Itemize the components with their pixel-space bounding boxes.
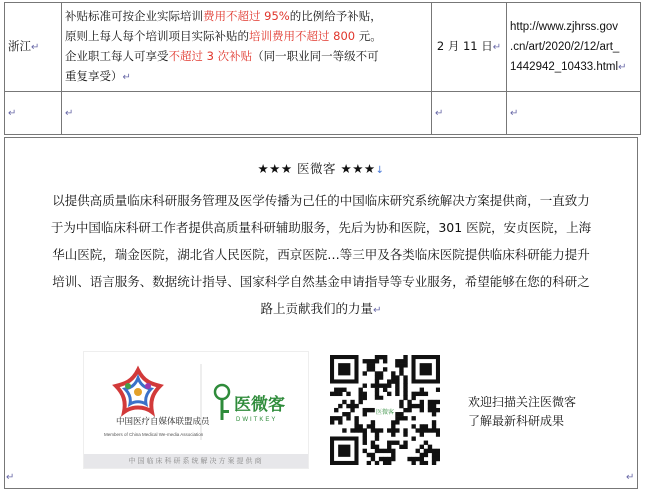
empty-cell: ↵ <box>5 92 62 135</box>
policy-line <box>65 46 428 66</box>
policy-text: （同一职业同一等级不可 <box>252 49 379 63</box>
scan-caption <box>468 393 576 431</box>
empty-cell: ↵ <box>432 92 507 135</box>
promo-body-line: 华山医院，瑞金医院，湖北省人民医院，西京医院…等三甲及各类临床医院提供临床科研能力提升 <box>52 247 590 262</box>
logo-banner <box>83 351 309 469</box>
promo-title: ★★★ 医微客 ★★★↓ <box>257 161 385 176</box>
qr-code[interactable] <box>330 355 440 465</box>
scan-line-2: 了解最新科研成果 <box>468 414 565 428</box>
promo-body-line: 于为中国临床科研工作者提供高质量科研辅助服务，先后为协和医院，301 医院，安贞医院，上海 <box>50 220 592 235</box>
date-cell: 2 月 11 日↵ <box>432 3 507 92</box>
promo-body-line: 以提供高质量临床科研服务管理及医学传播为己任的中国临床研究系统解决方案提供商，一直致力 <box>52 193 590 208</box>
table-row <box>5 3 641 92</box>
policy-text: 补贴标准可按企业实际培训 <box>65 9 203 23</box>
policy-highlight: 不超过 3 次补贴 <box>168 49 253 63</box>
promo-body <box>19 187 623 324</box>
promo-body-line: 路上贡献我们的力量↵ <box>260 301 382 316</box>
promo-body-line: 培训、语言服务、数据统计指导、国家科学自然基金申请指导等专业服务，希望能够在您的科研之 <box>52 274 590 289</box>
scan-line-1: 欢迎扫描关注医微客 <box>468 395 577 409</box>
policy-line <box>65 6 428 26</box>
policy-text: 的比例给予补贴， <box>289 9 382 23</box>
logo-footer: 中国临床科研系统解决方案提供商 <box>84 454 308 468</box>
url-line[interactable]: http://www.zjhrss.gov <box>510 20 619 33</box>
brand-sub: DWITKEY <box>236 417 278 423</box>
policy-text: 原则上每人每个培训项目实际补贴的 <box>65 29 249 43</box>
url-line[interactable]: 1442942_10433.html↵ <box>510 60 627 73</box>
qr-center-label: 医微客 <box>375 409 395 416</box>
empty-cell: ↵ <box>62 92 432 135</box>
alliance-name: 中国医疗自媒体联盟成员 <box>116 417 210 427</box>
return-mark: ↵ <box>626 472 635 483</box>
policy-line: 重复享受）↵ <box>65 69 131 83</box>
url-line[interactable]: .cn/art/2020/2/12/art_ <box>510 40 620 53</box>
brand-name: 医微客 <box>234 395 285 415</box>
alliance-logo <box>84 352 308 454</box>
policy-text: 重复享受） <box>65 69 123 83</box>
policy-highlight: 费用不超过 95% <box>203 9 290 23</box>
policy-line <box>65 26 428 46</box>
url-cell[interactable] <box>507 3 641 92</box>
policy-highlight: 培训费用不超过 800 <box>249 29 356 43</box>
return-mark: ↵ <box>6 472 15 483</box>
empty-cell: ↵ <box>507 92 641 135</box>
policy-text: 企业职工每人可享受 <box>65 49 169 63</box>
alliance-name-en: Members of China Medical We-media Association <box>104 432 204 437</box>
table-row-empty <box>5 92 641 135</box>
policy-cell <box>62 3 432 92</box>
policy-text: 元。 <box>355 29 382 43</box>
promo-box <box>4 137 638 489</box>
policy-table <box>4 2 641 135</box>
region-cell: 浙江↵ <box>5 3 62 92</box>
